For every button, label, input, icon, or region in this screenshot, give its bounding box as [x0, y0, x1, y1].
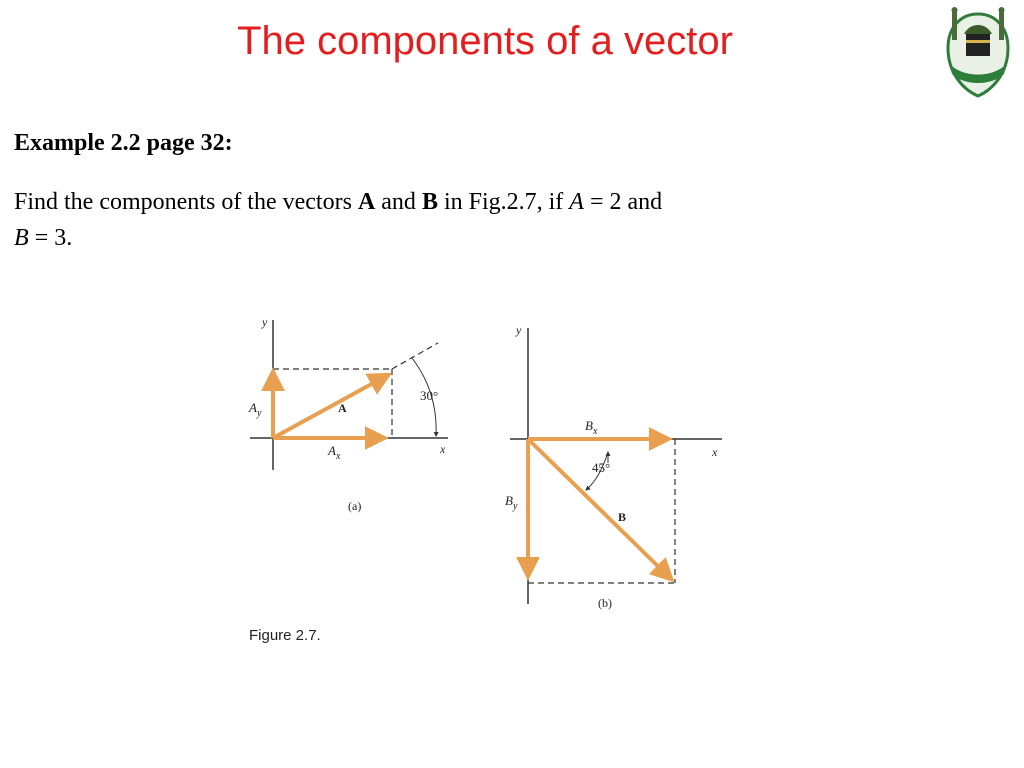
vector-b-label: B [421, 189, 438, 215]
component-ay-symbol: A [249, 400, 257, 415]
panel-b-caption: (b) [598, 596, 612, 610]
panel-a-x-axis-label: x [440, 442, 446, 456]
university-crest-icon [938, 4, 1018, 100]
magnitude-b-symbol: B [14, 225, 29, 251]
problem-statement [14, 184, 1004, 256]
problem-text-part: Find the components of the vectors [14, 189, 358, 215]
component-ay-label [248, 400, 262, 419]
panel-a [248, 315, 448, 513]
panel-b-y-axis-label: y [516, 323, 522, 337]
component-by-subscript: y [512, 501, 518, 512]
vector-b-figure-label: B [618, 510, 627, 524]
component-ay-subscript: y [256, 408, 262, 419]
panel-b-angle-label: 45° [592, 460, 611, 475]
panel-a-angle-label: 30° [420, 388, 439, 403]
component-ax-subscript: x [335, 451, 341, 462]
component-bx-label [585, 418, 598, 437]
vector-a-arrow [273, 375, 388, 438]
panel-a-caption: (a) [348, 499, 362, 513]
problem-text-part: in Fig.2.7, if [437, 189, 570, 215]
component-bx-subscript: x [592, 426, 598, 437]
problem-text-part: and [375, 189, 422, 215]
component-by-label [505, 493, 518, 512]
panel-b-x-axis-label: x [712, 445, 718, 459]
component-ax-label [327, 443, 341, 462]
vector-a-figure-label: A [338, 401, 347, 415]
component-bx-symbol: B [585, 418, 593, 433]
figure-caption: Figure 2.7. [249, 627, 321, 644]
vector-a-label: A [357, 189, 376, 215]
magnitude-a-symbol: A [569, 189, 584, 215]
example-heading: Example 2.2 page 32: [14, 130, 233, 156]
panel-b [505, 323, 722, 610]
component-ax-symbol: A [328, 443, 336, 458]
component-by-symbol: B [505, 493, 513, 508]
magnitude-a-value: = 2 and [583, 189, 663, 215]
panel-a-dashed-extension [392, 343, 438, 369]
vector-figure [240, 300, 740, 660]
magnitude-b-value: = 3. [28, 225, 73, 251]
panel-a-y-axis-label: y [262, 315, 268, 329]
slide-title: The components of a vector [237, 19, 733, 63]
